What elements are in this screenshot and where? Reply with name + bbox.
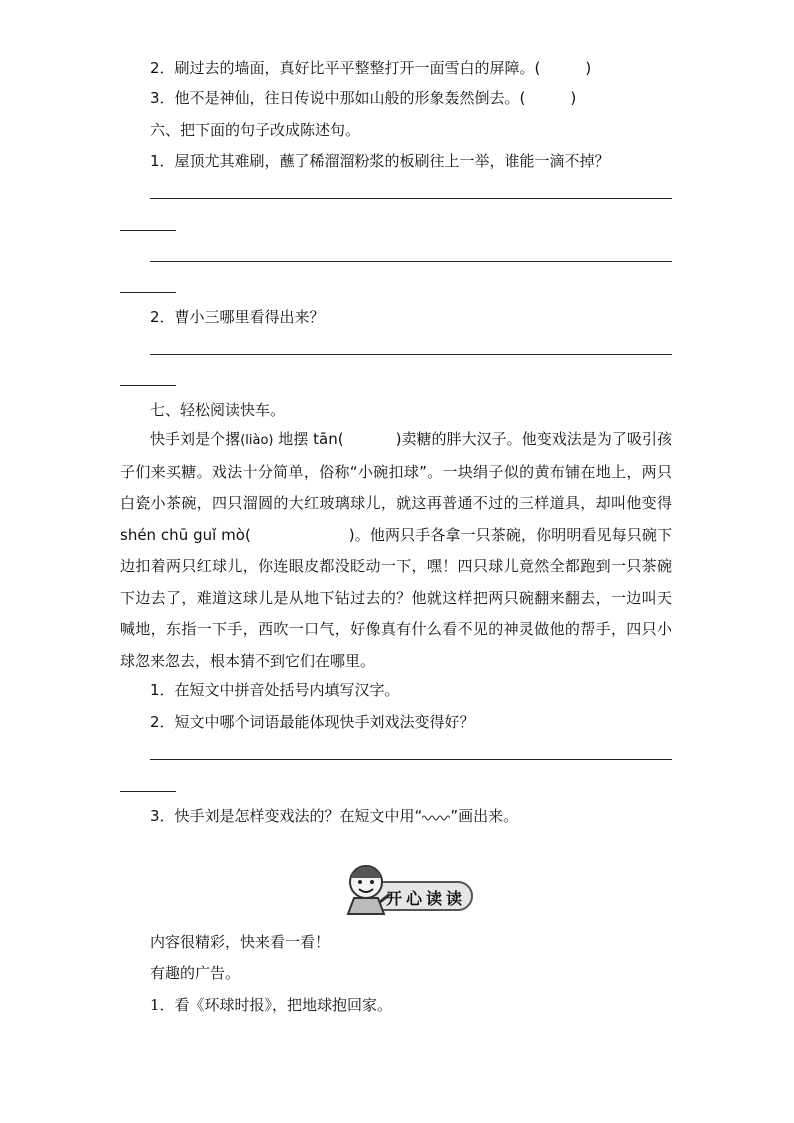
answer-line[interactable] — [150, 354, 672, 355]
s7-q2: 2．短文中哪个词语最能体现快手刘戏法变得好？ — [150, 713, 475, 731]
answer-line-tail[interactable] — [120, 230, 176, 231]
happy-item1: 1．看《环球时报》，把地球抱回家。 — [150, 996, 393, 1014]
s7-q3 — [150, 806, 518, 826]
s7-title: 七、轻松阅读快车。 — [150, 401, 286, 419]
answer-line-tail[interactable] — [120, 791, 176, 792]
s7-q3-text-b: ”画出来。 — [450, 807, 519, 825]
passage-part-b: 地摆 tān( — [273, 430, 344, 448]
s5-q3: 3．他不是神仙，往日传说中那如山般的形象轰然倒去。( ) — [150, 89, 577, 107]
badge-label: 开心读读 — [386, 889, 467, 908]
s5-q2: 2．刷过去的墙面，真好比平平整整打开一面雪白的屏障。( ) — [150, 59, 592, 77]
passage-part-c: )卖糖的胖大汉子。他变戏法是为了吸引孩子们来买糖。戏法十分简单，俗称“小碗扣球”。一块绢子似的黄布铺在地上，两只白瓷小茶碗，四只溜圆的大红玻璃球儿，就这再普通不过的三样道具，却叫他变得 shén chū guǐ mò( — [120, 430, 672, 544]
wavy-underline-icon — [422, 812, 450, 822]
s7-q3-text-a: 3．快手刘是怎样变戏法的？在短文中用“ — [150, 807, 423, 825]
answer-line-tail[interactable] — [120, 385, 176, 386]
s6-q2: 2．曹小三哪里看得出来？ — [150, 308, 325, 326]
happy-reading-badge — [340, 858, 480, 922]
pinyin-liao: (liào) — [240, 433, 274, 448]
answer-line[interactable] — [150, 261, 672, 262]
s6-title: 六、把下面的句子改成陈述句。 — [150, 121, 361, 139]
s6-q1: 1．屋顶尤其难刷，蘸了稀溜溜粉浆的板刷往上一举，谁能一滴不掉？ — [150, 152, 610, 170]
happy-intro: 内容很精彩，快来看一看！ — [150, 933, 331, 951]
answer-line[interactable] — [150, 198, 672, 199]
answer-line-tail[interactable] — [120, 292, 176, 293]
s7-q1: 1．在短文中拼音处括号内填写汉字。 — [150, 681, 400, 699]
passage-part-a: 快手刘是个撂 — [150, 430, 241, 448]
passage-part-d: )。他两只手各拿一只茶碗，你明明看见每只碗下边扣着两只红球儿，你连眼皮都没眨动一下，嘿！四只球儿竟然全都跑到一只茶碗下边去了，难道这球儿是从地下钻过去的？他就这样把两只碗翻来翻去，一边叫天喊地，东指一下手，西吹一口气，好像真有什么看不见的神灵做他的帮手，四只小球忽来忽去，根本猜不到它们在哪里。 — [120, 525, 672, 670]
reading-passage — [120, 424, 672, 677]
answer-line[interactable] — [150, 759, 672, 760]
happy-title: 有趣的广告。 — [150, 964, 241, 982]
